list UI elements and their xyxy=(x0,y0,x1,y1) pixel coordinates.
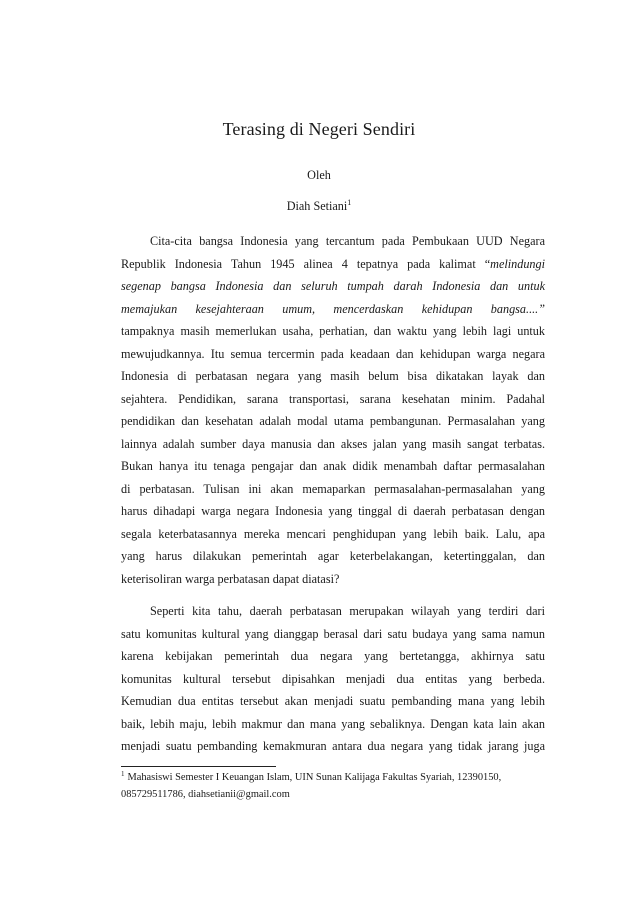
paragraph-1-line xyxy=(121,278,545,294)
footnote-text: Mahasiswi Semester I Keuangan Islam, UIN Sunan Kalijaga Fakultas Syariah, 12390150, xyxy=(127,772,502,783)
footnote-line: 085729511786, diahsetianii@gmail.com xyxy=(121,789,290,800)
paragraph-2-line: satu komunitas kultural yang dianggap berasal dari satu budaya yang sama namun xyxy=(121,626,545,641)
byline: Oleh xyxy=(307,168,331,182)
paragraph-1-italic-line: segenap bangsa Indonesia dan seluruh tumpah darah Indonesia dan untuk xyxy=(121,279,545,293)
paragraph-1-line: Cita-cita bangsa Indonesia yang tercantum pada Pembukaan UUD Negara xyxy=(150,234,545,248)
paragraph-1-line-text: Republik Indonesia Tahun 1945 alinea 4 tepatnya pada kalimat “ xyxy=(121,256,491,271)
footnote-mark: 1 xyxy=(121,769,125,778)
paragraph-2-line: Seperti kita tahu, daerah perbatasan merupakan wilayah yang terdiri dari xyxy=(150,604,545,618)
paragraph-1-line: Bukan hanya itu tenaga pengajar dan anak didik menambah daftar permasalahan xyxy=(121,459,545,473)
paragraph-1-line: lainnya adalah sumber daya manusia dan akses jalan yang masih sangat terbatas. xyxy=(121,436,545,451)
paragraph-1-line xyxy=(121,301,545,317)
author-name xyxy=(0,199,638,214)
document-title: Terasing di Negeri Sendiri xyxy=(222,119,416,139)
paragraph-2-line: baik, lebih maju, lebih makmur dan mana yang sebaliknya. Dengan kata lain akan xyxy=(121,716,545,731)
paragraph-1-italic-line: memajukan kesejahteraan umum, mencerdaskan kehidupan bangsa....” xyxy=(121,301,545,316)
paragraph-1-line: tampaknya masih memerlukan usaha, perhatian, dan waktu yang lebih lagi untuk xyxy=(121,324,545,338)
paragraph-1-line: di perbatasan. Tulisan ini akan memaparkan permasalahan-permasalahan yang xyxy=(121,481,545,496)
author-name-text: Diah Setiani xyxy=(286,199,348,213)
footnote-ref: 1 xyxy=(347,197,352,207)
paragraph-1-italic-word: melindungi xyxy=(490,256,545,271)
paragraph-1-line: mewujudkannya. Itu semua tercermin pada keadaan dan kehidupan warga negara xyxy=(121,346,545,361)
footnote-separator xyxy=(121,766,276,767)
paragraph-1-line: Indonesia di perbatasan negara yang masih belum bisa dikatakan layak dan xyxy=(121,369,545,383)
paragraph-1-line: yang harus dilakukan pemerintah agar keterbelakangan, ketertinggalan, dan xyxy=(121,549,545,563)
paragraph-1-line xyxy=(121,256,545,272)
paragraph-1-line: harus dihadapi warga negara Indonesia yang tinggal di daerah perbatasan dengan xyxy=(121,504,545,518)
paragraph-1-line: keterisoliran warga perbatasan dapat diatasi? xyxy=(121,571,340,586)
paragraph-1-line: sejahtera. Pendidikan, sarana transportasi, sarana kesehatan minim. Padahal xyxy=(121,391,545,406)
paragraph-1-line: segala keterbatasannya mereka mencari penghidupan yang lebih baik. Lalu, apa xyxy=(121,526,545,541)
paragraph-1-line: pendidikan dan kesehatan adalah modal utama pembangunan. Permasalahan yang xyxy=(121,414,545,428)
paragraph-2-line: Kemudian dua entitas tersebut akan menjadi suatu pembanding mana yang lebih xyxy=(121,694,545,708)
footnote-line xyxy=(121,771,501,785)
paragraph-2-line: komunitas kultural tersebut dipisahkan menjadi dua entitas yang berbeda. xyxy=(121,671,545,686)
paragraph-2-line: menjadi suatu pembanding kemakmuran antara dua negara yang tidak jarang juga xyxy=(121,739,545,753)
paragraph-2-line: karena kebijakan pemerintah dua negara yang bertetangga, akhirnya satu xyxy=(121,649,545,663)
